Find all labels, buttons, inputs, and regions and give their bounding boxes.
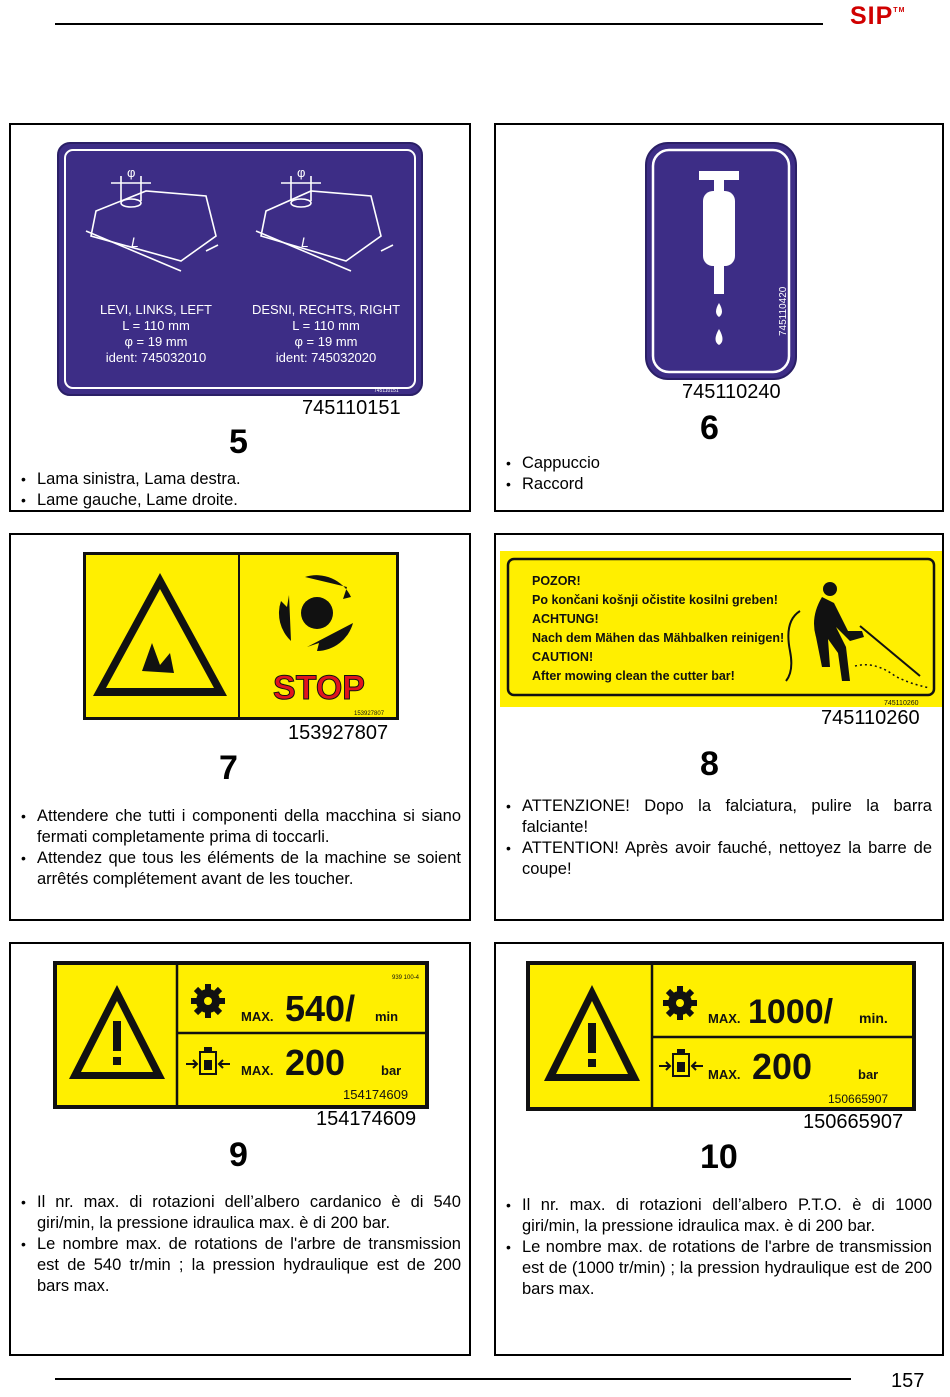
list-item: • Le nombre max. de rotations de l'arbre de transmission est de 540 tr/min ; la pression hydraulique est de 200 bars max. bbox=[21, 1234, 461, 1297]
sticker-small-code: 154174609 bbox=[343, 1087, 409, 1102]
list-item: • Attendere che tutti i componenti della macchina si siano fermati completamente prima di toccarli. bbox=[21, 806, 461, 848]
item-number: 7 bbox=[219, 749, 238, 787]
pressure-unit: bar bbox=[381, 1063, 402, 1078]
list-item: • Il nr. max. di rotazioni dell’albero P.T.O. è di 1000 giri/min, la pressione idraulica max. è di 200 bar. bbox=[506, 1195, 932, 1237]
description-list bbox=[21, 806, 461, 890]
part-code: 745110260 bbox=[821, 707, 920, 729]
panel-9 bbox=[9, 942, 471, 1356]
stop-warning-sticker bbox=[82, 551, 400, 721]
right-length: L = 110 mm bbox=[292, 318, 360, 333]
phi-label: φ bbox=[297, 165, 306, 180]
description-list bbox=[506, 1195, 932, 1300]
panel-8 bbox=[494, 533, 944, 921]
right-ident: ident: 745032020 bbox=[275, 350, 377, 365]
left-length: L = 110 mm bbox=[122, 318, 190, 333]
rpm-value: 540/ bbox=[285, 988, 356, 1029]
max-label: MAX. bbox=[241, 1063, 274, 1078]
phi-label: φ bbox=[127, 165, 136, 180]
sticker-line: ACHTUNG! bbox=[532, 612, 599, 626]
l-label: L bbox=[131, 234, 139, 250]
sticker-line: POZOR! bbox=[532, 574, 581, 588]
panel-7 bbox=[9, 533, 471, 921]
panel-6 bbox=[494, 123, 944, 512]
part-code: 745110151 bbox=[302, 397, 401, 419]
sip-logo: SIP™ bbox=[850, 2, 906, 30]
header-rule bbox=[55, 23, 823, 25]
list-item: • Lame gauche, Lame droite. bbox=[21, 490, 461, 511]
sticker-small-code: 745110151 bbox=[374, 388, 399, 394]
sticker-line: Nach dem Mähen das Mähbalken reinigen! bbox=[532, 631, 785, 645]
item-number: 9 bbox=[229, 1136, 248, 1174]
gear-icon bbox=[663, 986, 697, 1020]
sticker-line: After mowing clean the cutter bar! bbox=[532, 669, 735, 683]
panel-10 bbox=[494, 942, 944, 1356]
clean-cutter-bar-sticker bbox=[500, 551, 942, 707]
list-item: • ATTENZIONE! Dopo la falciatura, pulire la barra falciante! bbox=[506, 796, 932, 838]
list-item: • Lama sinistra, Lama destra. bbox=[21, 469, 461, 490]
max-540-sticker bbox=[53, 961, 429, 1109]
list-item: • Cappuccio bbox=[506, 453, 936, 474]
max-label: MAX. bbox=[708, 1011, 741, 1026]
item-number: 10 bbox=[700, 1138, 738, 1176]
left-title: LEVI, LINKS, LEFT bbox=[100, 302, 212, 317]
sticker-corner-code: 939 100-4 bbox=[392, 975, 420, 981]
grease-nipple-sticker bbox=[644, 141, 798, 381]
page-number: 157 bbox=[891, 1370, 925, 1392]
pressure-unit: bar bbox=[858, 1067, 879, 1082]
gear-icon bbox=[191, 984, 225, 1018]
right-diameter: φ = 19 mm bbox=[294, 334, 358, 349]
list-item: • Il nr. max. di rotazioni dell’albero cardanico è di 540 giri/min, la pressione idraulica max. è di 200 bar. bbox=[21, 1192, 461, 1234]
max-1000-sticker bbox=[526, 961, 916, 1111]
sticker-line: Po končani košnji očistite kosilni greben! bbox=[532, 593, 778, 607]
description-list bbox=[506, 796, 932, 880]
list-item: • Raccord bbox=[506, 474, 936, 495]
part-code: 153927807 bbox=[288, 722, 389, 744]
description-list bbox=[506, 453, 936, 495]
l-label: L bbox=[301, 234, 309, 250]
item-number: 6 bbox=[700, 409, 719, 447]
sticker-small-code: 150665907 bbox=[828, 1092, 889, 1106]
blade-sticker bbox=[56, 141, 424, 399]
list-item: • ATTENTION! Après avoir fauché, nettoyez la barre de coupe! bbox=[506, 838, 932, 880]
max-label: MAX. bbox=[241, 1009, 274, 1024]
pressure-value: 200 bbox=[752, 1046, 813, 1087]
footer-rule bbox=[55, 1378, 851, 1380]
description-list bbox=[21, 469, 461, 511]
stop-text: STOP bbox=[273, 669, 365, 707]
part-code: 150665907 bbox=[803, 1111, 904, 1133]
sticker-small-code: 153927807 bbox=[354, 711, 385, 717]
rpm-unit: min. bbox=[859, 1010, 888, 1026]
item-number: 5 bbox=[229, 423, 248, 461]
rpm-unit: min bbox=[375, 1009, 399, 1024]
pressure-value: 200 bbox=[285, 1042, 346, 1083]
sticker-side-code: 745110420 bbox=[778, 286, 789, 336]
panel-5 bbox=[9, 123, 471, 512]
right-title: DESNI, RECHTS, RIGHT bbox=[251, 302, 401, 317]
rpm-value: 1000/ bbox=[748, 993, 834, 1031]
left-ident: ident: 745032010 bbox=[105, 350, 207, 365]
sticker-small-code: 745110260 bbox=[884, 700, 919, 707]
item-number: 8 bbox=[700, 745, 719, 783]
description-list bbox=[21, 1192, 461, 1297]
list-item: • Le nombre max. de rotations de l'arbre de transmission est de (1000 tr/min) ; la pression hydraulique est de 200 bars max. bbox=[506, 1237, 932, 1300]
left-diameter: φ = 19 mm bbox=[124, 334, 188, 349]
part-code: 745110240 bbox=[682, 381, 781, 403]
part-code: 154174609 bbox=[316, 1108, 417, 1130]
sticker-line: CAUTION! bbox=[532, 650, 594, 664]
list-item: • Attendez que tous les éléments de la machine se soient arrêtés complétement avant de les toucher. bbox=[21, 848, 461, 890]
max-label: MAX. bbox=[708, 1067, 741, 1082]
